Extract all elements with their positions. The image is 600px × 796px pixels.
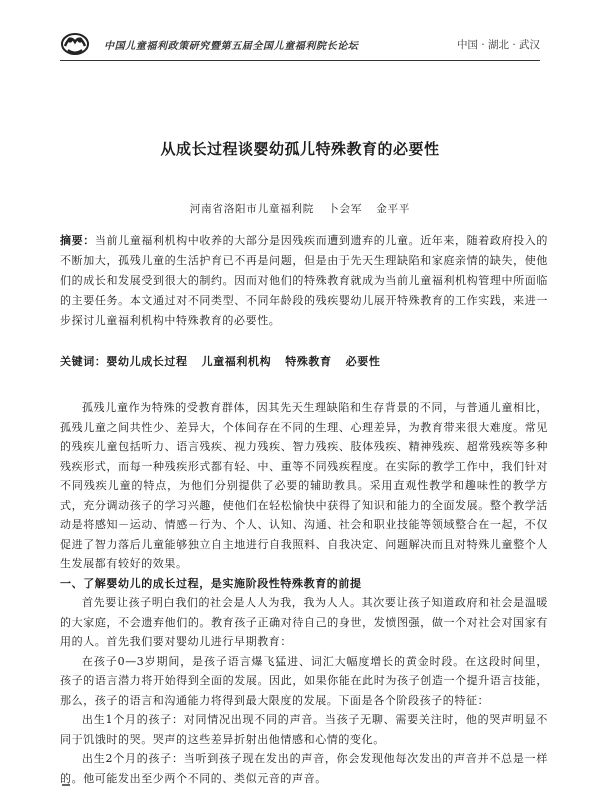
abstract <box>60 231 548 331</box>
abstract-text: 当前儿童福利机构中收养的大部分是因残疾而遭到遗弃的儿童。近年来，随着政府投入的不断加大，孤残儿童的生活护育已不再是问题，但是由于先天生理缺陷和家庭亲情的缺失，使他们的成长和发展受到很大的制约。因而对他们的特殊教育就成为当前儿童福利机构管理中所面临的主要任务。本文通过对不同类型、不同年龄段的残疾婴幼儿展开特殊教育的工作实践，来进一步探讨儿童福利机构中特殊教育的必要性。 <box>60 234 548 327</box>
body-paragraph: 首先要让孩子明白我们的社会是人人为我，我为人人。其次要让孩子知道政府和社会是温暖的大家庭，不会遗弃他们的。教育孩子正确对待自己的身世，发愤图强，做一个对社会对国家有用的人。首先我们要对婴幼儿进行早期教育： <box>60 596 548 648</box>
keyword: 婴幼儿成长过程 <box>106 355 188 368</box>
body-paragraph: 在孩子0—3岁期间，是孩子语言爆飞猛进、词汇大幅度增长的黄金时段。在这段时间里，孩子的语言潜力将开始得到全面的发展。因此，如果你能在此时为孩子创造一个提升语言技能，那么，孩子的语言和沟通能力将得到最大限度的发展。下面是各个阶段孩子的特征： <box>60 654 548 707</box>
abstract-label: 摘要： <box>60 234 95 247</box>
running-header <box>60 30 540 61</box>
body-paragraph: 出生2个月的孩子：当听到孩子现在发出的声音，你会发现他每次发出的声音并不总是一样的。他可能发出至少两个不同的、类似元音的声音。 <box>60 752 548 785</box>
keyword: 必要性 <box>345 355 381 368</box>
article-body <box>60 398 548 788</box>
author-line <box>0 201 600 216</box>
body-paragraph: 出生1个月的孩子：对同情况出现不同的声音。当孩子无聊、需要关注时，他的哭声明显不同于饥饿时的哭。哭声的这些差异折射出他情感和心情的变化。 <box>60 713 548 746</box>
keyword: 特殊教育 <box>285 355 332 368</box>
body-paragraph: 孤残儿童作为特殊的受教育群体，因其先天生理缺陷和生存背景的不同，与普通儿童相比，孤残儿童之间共性少、差异大，个体间存在不同的生理、心理差异，为教育带来很大难度。常见的残疾儿童包括听力、语言残疾、视力残疾、智力残疾、肢体残疾、精神残疾、超常残疾等多种残疾形式，而每一种残疾形式都有轻、中、重等不同残疾程度。在实际的教学工作中，我们针对不同残疾儿童的特点，为他们分别提供了必要的辅助教具。采用直观性教学和趣味性的教学方式，充分调动孩子的学习兴趣，使他们在轻松愉快中获得了知识和能力的全面发展。整个教学活动是将感知－运动、情感－行为、个人、认知、沟通、社会和职业技能等领域整合在一起，不仅促进了智力落后儿童能够独立自主地进行自我照料、自我决定、问题解决而且对特殊儿童整个人生发展都有较好的效果。 <box>60 401 548 570</box>
author-name: 卜会军 <box>328 203 363 215</box>
scan-artifact <box>62 784 70 786</box>
conference-logo-icon <box>60 30 90 56</box>
article-title: 从成长过程谈婴幼孤儿特殊教育的必要性 <box>160 140 440 158</box>
conference-series-title: 中国儿童福利政策研究暨第五届全国儿童福利院长论坛 <box>104 41 359 52</box>
section-heading: 一、了解婴幼儿的成长过程，是实施阶段性特殊教育的前提 <box>60 576 362 590</box>
conference-location: 中国 · 湖北 · 武汉 <box>456 39 540 51</box>
keyword: 儿童福利机构 <box>201 355 272 368</box>
keywords <box>60 352 548 372</box>
author-name: 金平平 <box>376 203 411 215</box>
affiliation: 河南省洛阳市儿童福利院 <box>189 203 315 215</box>
keywords-label: 关键词： <box>60 355 107 368</box>
